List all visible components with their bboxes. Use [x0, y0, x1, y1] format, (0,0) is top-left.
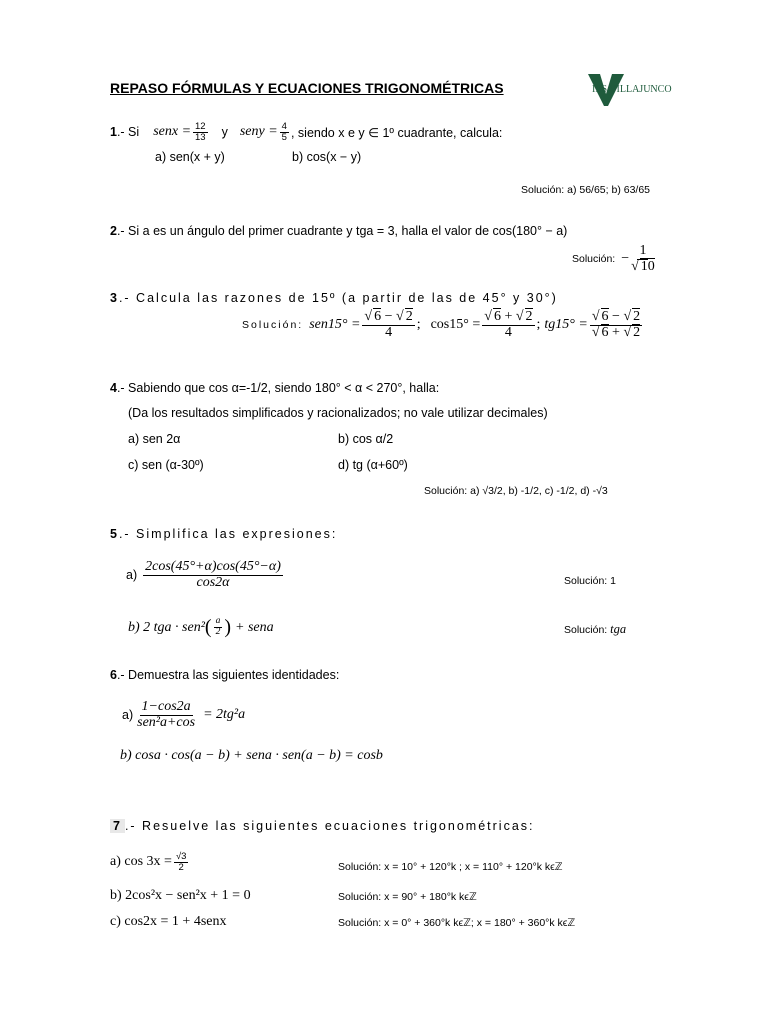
problem-7-a-label: a) cos 3x = — [110, 854, 172, 870]
problem-4 — [110, 381, 439, 395]
problem-1-solution: Solución: a) 56/65; b) 63/65 — [521, 184, 651, 196]
problem-6-a-rhs: = 2tg²a — [203, 707, 246, 723]
problem-1 — [110, 122, 502, 143]
problem-5 — [110, 527, 337, 541]
problem-3-solution-label: Solución: — [242, 319, 304, 332]
separator-2: ; — [536, 317, 541, 333]
problem-4-d: d) tg (α+60º) — [338, 458, 408, 472]
problem-4-number: 4 — [110, 381, 117, 395]
page-title: REPASO FÓRMULAS Y ECUACIONES TRIGONOMÉTRICAS — [110, 80, 504, 96]
problem-3-text: .- Calcula las razones de 15º (a partir de las de 45° y 30°) — [118, 291, 558, 305]
problem-1-b: b) cos(x − y) — [292, 150, 362, 164]
problem-7-b-solution: Solución: x = 90° + 180°k kϵℤ — [338, 891, 477, 903]
tg15-fraction: $\frac{√ 6 - √ 2}{√ 6 + √ 2}$ — [591, 309, 641, 340]
problem-7-b: b) 2cos²x − sen²x + 1 = 0 — [110, 888, 251, 903]
problem-6-a-label: a) — [122, 708, 134, 723]
problem-3-solution — [242, 310, 644, 340]
sen15-fraction: $\frac{√ 6 - √ 2}{4}$ — [364, 309, 413, 340]
problem-7-a — [110, 852, 190, 873]
problem-5-b-fraction: $\frac{a}{2}$ — [215, 616, 221, 637]
problem-5-a — [126, 560, 285, 590]
problem-7-number: 7 — [110, 819, 125, 833]
problem-5-b-tail: + sena — [235, 619, 274, 635]
problem-7-c: c) cos2x = 1 + 4senx — [110, 914, 227, 929]
problem-4-solution: Solución: a) √3/2, b) -1/2, c) -1/2, d) -√3 — [424, 485, 608, 497]
problem-7 — [110, 819, 535, 833]
problem-4-a: a) sen 2α — [128, 432, 181, 446]
problem-4-text: .- Sabiendo que cos α=-1/2, siendo 180° < α < 270°, halla: — [116, 381, 440, 395]
problem-7-a-fraction: $\frac{√3}{2}$ — [175, 851, 187, 873]
problem-7-a-solution: Solución: x = 10° + 120°k ; x = 110° + 120°k kϵℤ — [338, 861, 563, 873]
and-label: y — [221, 125, 228, 140]
cos15-fraction: $\frac{√ 6 + √ 2}{4}$ — [484, 309, 533, 340]
problem-5-a-label: a) — [126, 568, 138, 583]
problem-2-solution — [572, 244, 657, 274]
problem-5-a-fraction: $\frac{2\cos(45^\circ+\alpha)\cos(45^\circ-\alpha)}{\cos 2\alpha}$ — [145, 559, 281, 590]
problem-2 — [110, 224, 567, 238]
problem-5-b: b) 2 tga · sen² ( $\frac{a}{2}$ ) + sena — [128, 616, 274, 638]
problem-3-number: 3 — [110, 291, 119, 305]
problem-4-b: b) cos α/2 — [338, 432, 394, 446]
problem-5-b-label: b) 2 tga · sen² — [128, 619, 205, 635]
problem-2-number: 2 — [110, 224, 117, 238]
problem-4-note: (Da los resultados simplificados y racionalizados; no vale utilizar decimales) — [128, 406, 548, 420]
problem-4-c: c) sen (α-30º) — [128, 458, 204, 472]
problem-1-a: a) sen(x + y) — [155, 150, 225, 164]
problem-7-text: .- Resuelve las siguientes ecuaciones trigonométricas: — [124, 819, 535, 833]
problem-5-text: .- Simplifica las expresiones: — [118, 527, 338, 541]
school-logo-text: IES VILLAJUNCO — [592, 84, 672, 95]
problem-2-solution-label: Solución: — [572, 253, 616, 266]
problem-5-b-solution: Solución: tga — [564, 622, 627, 636]
separator-1: ; — [416, 317, 421, 333]
problem-1-rest: , siendo x e y ∈ 1º cuadrante, calcula: — [290, 125, 503, 140]
problem-6 — [110, 668, 339, 682]
seny-fraction: $\frac{4}{5}$ — [281, 121, 287, 143]
solution-fraction: $\frac{1}{√ 10}$ — [631, 243, 655, 274]
problem-2-text: .- Si a es un ángulo del primer cuadrante y tga = 3, halla el valor de cos(180° − a) — [116, 224, 568, 238]
solution-minus: − — [621, 251, 630, 267]
problem-5-number: 5 — [110, 527, 119, 541]
problem-6-a-fraction: $\frac{1-\cos 2a}{\text{sen²a+cos}}$ — [137, 699, 196, 730]
problem-3 — [110, 291, 558, 305]
problem-5-a-solution: Solución: 1 — [564, 575, 616, 587]
senx-fraction: $\frac{12}{13}$ — [195, 121, 206, 143]
senx-label: senx = — [153, 124, 192, 140]
problem-6-number: 6 — [110, 668, 117, 682]
cos15-label: cos15° = — [430, 317, 481, 333]
problem-6-a — [122, 700, 245, 730]
seny-label: seny = — [239, 124, 278, 140]
tg15-label: tg15° = — [544, 317, 588, 333]
problem-6-b: b) cosa · cos(a − b) + sena · sen(a − b) = cosb — [120, 748, 383, 763]
problem-6-text: .- Demuestra las siguientes identidades: — [116, 668, 340, 682]
problem-1-number: 1 — [110, 125, 117, 140]
problem-7-c-solution: Solución: x = 0° + 360°k kϵℤ; x = 180° + 360°k kϵℤ — [338, 917, 576, 929]
problem-1-intro: .- Si — [116, 125, 140, 140]
sen15-label: sen15° = — [309, 317, 361, 333]
